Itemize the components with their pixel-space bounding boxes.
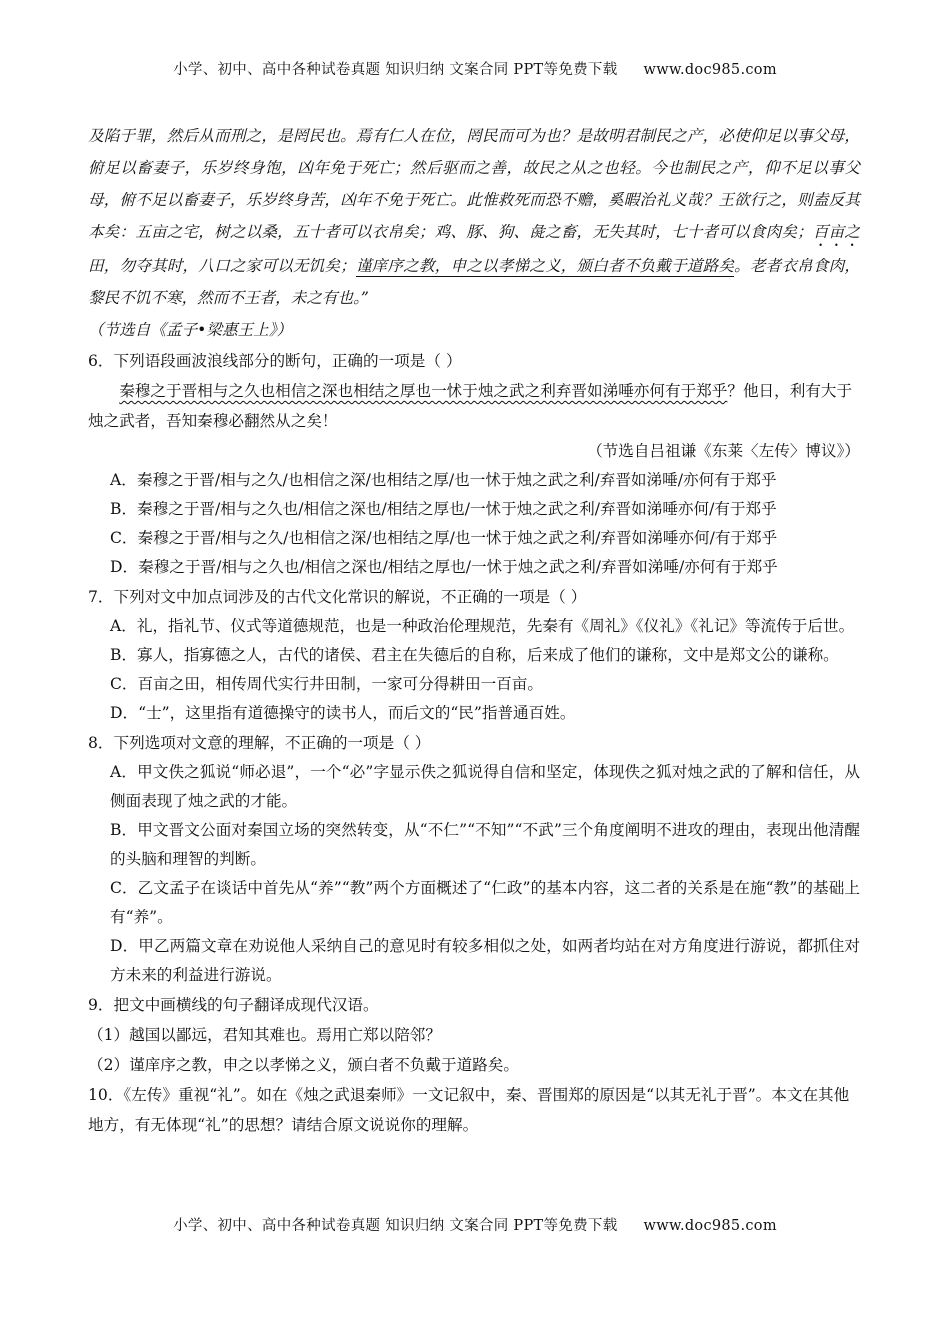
footer-text: 小学、初中、高中各种试卷真题 知识归纳 文案合同 PPT等免费下载: [173, 1218, 618, 1234]
question-stem: 6．下列语段画波浪线部分的断句，正确的一项是（ ）: [88, 352, 462, 370]
question-stem: 8．下列选项对文意的理解，不正确的一项是（ ）: [88, 734, 431, 752]
question-8: [88, 728, 860, 990]
header-text: 小学、初中、高中各种试卷真题 知识归纳 文案合同 PPT等免费下载: [173, 62, 618, 78]
option-c[interactable]: C．乙文孟子在谈话中首先从“养”“教”两个方面概述了“仁政”的基本内容，这二者的关系是在施“教”的基础上有“养”。: [110, 879, 860, 926]
option-c[interactable]: C．百亩之田，相传周代实行井田制，一家可分得耕田一百亩。: [110, 675, 543, 693]
wavy-underlined-text: 秦穆之于晋相与之久也相信之深也相结之厚也一怵于烛之武之利弃晋如涕唾亦何有于郑乎: [119, 382, 728, 400]
translation-item-2: （2）谨庠序之教，申之以孝悌之义，颁白者不负戴于道路矣。: [88, 1056, 519, 1074]
question-stem: 9．把文中画横线的句子翻译成现代汉语。: [88, 996, 379, 1014]
option-a[interactable]: A．礼，指礼节、仪式等道德规范，也是一种政治伦理规范，先秦有《周礼》《仪礼》《礼记》等流传于后世。: [110, 617, 855, 635]
page-header: [0, 58, 950, 79]
question-6: [88, 346, 860, 582]
question-7: [88, 582, 860, 728]
passage-mencius: [88, 120, 860, 346]
footer-url[interactable]: www.doc985.com: [643, 1218, 777, 1234]
option-b[interactable]: B．秦穆之于晋/相与之久也/相信之深也/相结之厚也/一怵于烛之武之利/弃晋如涕唾亦何/有于郑乎: [110, 500, 777, 518]
question-stem: 10．《左传》重视“礼”。如在《烛之武退秦师》一文记叙中，秦、晋围郑的原因是“以其无礼于晋”。本文在其他地方，有无体现“礼”的思想？请结合原文说说你的理解。: [88, 1086, 850, 1134]
page-content: [88, 120, 860, 1140]
translation-item-1: （1）越国以鄙远，君知其难也。焉用亡郑以陪邻？: [88, 1026, 441, 1044]
quote-source: （节选自吕祖谦《东莱〈左传〉博议》）: [587, 442, 860, 460]
option-a[interactable]: A．甲文佚之狐说“师必退”，一个“必”字显示佚之狐说得自信和坚定，体现佚之狐对烛之武的了解和信任，从侧面表现了烛之武的才能。: [110, 763, 860, 810]
passage-source: （节选自《孟子•梁惠王上》）: [88, 321, 293, 339]
question-stem: 7．下列对文中加点词涉及的古代文化常识的解说，不正确的一项是（ ）: [88, 588, 587, 606]
option-d[interactable]: D．“士”，这里指有道德操守的读书人，而后文的“民”指普通百姓。: [110, 704, 576, 722]
dotted-phrase: 百亩之: [812, 223, 861, 241]
page-footer: [0, 1214, 950, 1235]
option-d[interactable]: D．甲乙两篇文章在劝说他人采纳自己的意见时有较多相似之处，如两者均站在对方角度进行游说，都抓住对方未来的利益进行游说。: [110, 937, 860, 984]
option-c[interactable]: C．秦穆之于晋/相与之久/也相信之深/也相结之厚/也一怵于烛之武之利/弃晋如涕唾亦何/有于郑乎: [110, 529, 778, 547]
question-10: [88, 1080, 860, 1140]
option-b[interactable]: B．寡人，指寡德之人，古代的诸侯、君主在失德后的自称，后来成了他们的谦称，文中是郑文公的谦称。: [110, 646, 839, 664]
passage-paragraph: 及陷于罪，然后从而刑之，是罔民也。焉有仁人在位，罔民而可为也？是故明君制民之产，必使仰足以事父母，俯足以畜妻子，乐岁终身饱，凶年免于死亡；然后驱而之善，故民之从之也轻。今也制民之产，仰不足以事父母，俯不足以畜妻子，乐岁终身苦，凶年不免于死亡。此惟救死而恐不赡，奚暇治礼义哉？王欲行之，则盍反其本矣：五亩之宅，树之以桑，五十者可以衣帛矣；鸡、豚、狗、彘之畜，无失其时，七十者可以食肉矣；百亩之田，勿夺其时，八口之家可以无饥矣；谨庠序之教，申之以孝悌之义，颁白者不负戴于道路矣。老者衣帛食肉，黎民不饥不寒，然而不王者，未之有也。”: [88, 127, 861, 307]
question-9: [88, 990, 860, 1080]
option-a[interactable]: A．秦穆之于晋/相与之久/也相信之深/也相结之厚/也一怵于烛之武之利/弃晋如涕唾/亦何有于郑乎: [110, 471, 777, 489]
underlined-sentence: 谨庠序之教，申之以孝悌之义，颁白者不负戴于道路矣: [355, 257, 735, 275]
quote-paragraph: 秦穆之于晋相与之久也相信之深也相结之厚也一怵于烛之武之利弃晋如涕唾亦何有于郑乎？他日，利有大于烛之武者，吾知秦穆必翻然从之矣！: [88, 382, 853, 430]
header-url[interactable]: www.doc985.com: [643, 62, 777, 78]
option-b[interactable]: B．甲文晋文公面对秦国立场的突然转变，从“不仁”“不知”“不武”三个角度阐明不进攻的理由，表现出他清醒的头脑和理智的判断。: [110, 821, 860, 868]
option-d[interactable]: D．秦穆之于晋/相与之久也/相信之深也/相结之厚也/一怵于烛之武之利/弃晋如涕唾/亦何有于郑乎: [110, 558, 778, 576]
